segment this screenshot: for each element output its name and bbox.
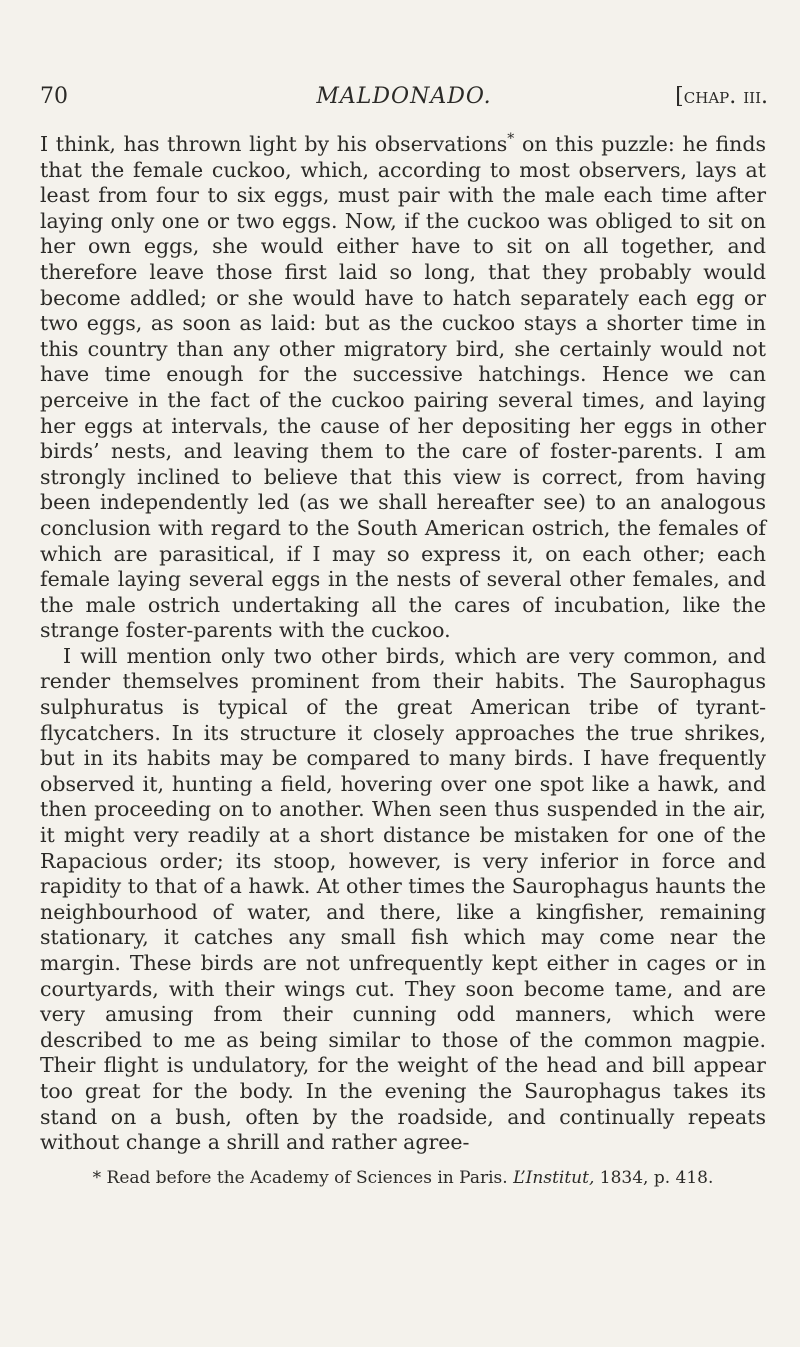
footnote-marker: * (507, 131, 515, 148)
paragraph-1-end: on this puzzle: he finds that the female cuckoo, which, according to most observers, lays at least from four to six eggs, must pair with the male each time after laying only one or two eggs. Now, if the cuckoo was obliged to sit on her own eggs, she would either have to sit on all together, and therefore leave those first laid so long, that they probably would become addled; or she would have to hatch separately each egg or two eggs, as soon as laid: but as the cuckoo stays a shorter time in this country than any other migratory bird, she certainly would not have time enough for the successive hatchings. Hence we can perceive in the fact of the cuckoo pairing several times, and laying her eggs at intervals, the cause of her depositing her eggs in other birds’ nests, and leaving them to the care of foster-parents. I am strongly inclined to believe that this view is correct, from having been independently led (as we shall hereafter see) to an analogous conclusion with regard to the South American ostrich, the females of which are parasitical, if I may so express it, on each other; each female laying several eggs in the nests of several other females, and the male ostrich undertaking all the cares of incubation, like the strange foster-parents with the cuckoo. (40, 132, 766, 643)
footnote-marker-symbol: * (92, 1168, 102, 1188)
running-head: MALDONADO. (316, 84, 492, 109)
paragraph-2: I will mention only two other birds, which are very common, and render themselves prominent from their habits. The Saurophagus sulphuratus is typical of the great American tribe of tyrant-flycatchers. In its structure it closely approaches the true shrikes, but in its habits may be compared to many birds. I have frequently observed it, hunting a field, hovering over one spot like a hawk, and then proceeding on to another. When seen thus suspended in the air, it might very readily at a short distance be mistaken for one of the Rapacious order; its stoop, however, is very inferior in force and rapidity to that of a hawk. At other times the Saurophagus haunts the neighbourhood of water, and there, like a kingfisher, remaining stationary, it catches any small fish which may come near the margin. These birds are not unfrequently kept either in cages or in courtyards, with their wings cut. They soon become tame, and are very amusing from their cunning odd manners, which were described to me as being similar to those of the common magpie. Their flight is undulatory, for the weight of the head and bill appear too great for the body. In the evening the Saurophagus takes its stand on a bush, often by the roadside, and continually repeats without change a shrill and rather agree- (40, 643, 766, 1155)
paragraph-1-start: I think, has thrown light by his observations (40, 132, 508, 156)
page-header (40, 84, 768, 120)
footnote (40, 1167, 766, 1189)
chapter-label: [chap. iii. (675, 84, 768, 109)
footnote-text: Read before the Academy of Sciences in Paris. (106, 1168, 508, 1188)
footnote-source: L’Institut, (513, 1168, 595, 1188)
paragraph-1 (40, 132, 766, 644)
page-number: 70 (40, 84, 68, 109)
footnote-citation: 1834, p. 418. (599, 1168, 714, 1188)
body-text (40, 132, 766, 1156)
